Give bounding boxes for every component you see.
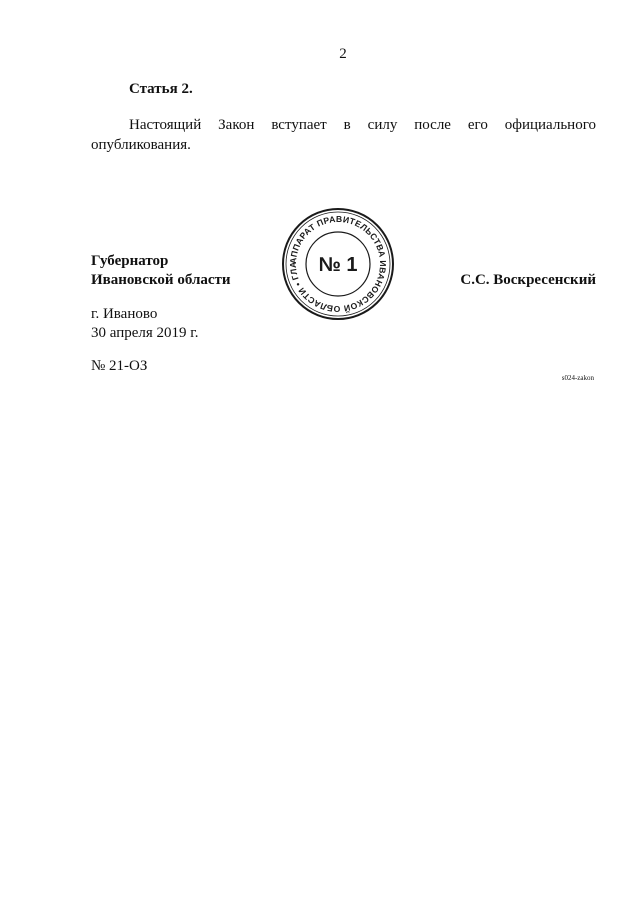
body-word: его (467, 117, 488, 133)
stamp-seal-icon (281, 207, 395, 321)
body-word: силу (367, 117, 398, 133)
page-number: 2 (339, 46, 347, 62)
place: г. Иваново (91, 306, 158, 322)
document-code: s024-zakon (561, 374, 594, 382)
body-word: вступает (271, 117, 327, 133)
article-body-line-1 (91, 115, 596, 135)
body-word: после (414, 117, 451, 133)
body-word: Настоящий (129, 117, 202, 133)
article-body (91, 115, 596, 155)
official-stamp (281, 207, 395, 321)
article-body-line-2: опубликования. (91, 137, 191, 153)
date: 30 апреля 2019 г. (91, 325, 199, 341)
body-word: официального (504, 117, 596, 133)
body-word: в (343, 117, 351, 133)
article-title: Статья 2. (129, 81, 193, 97)
stamp-number: № 1 (318, 254, 358, 276)
body-word: Закон (218, 117, 255, 133)
place-and-date (91, 305, 199, 343)
signatory-position-line-1: Губернатор (91, 253, 169, 269)
signatory-position-line-2: Ивановской области (91, 272, 231, 288)
law-number: № 21-ОЗ (91, 358, 148, 374)
signatory-name: С.С. Воскресенский (460, 272, 596, 288)
signatory-position (91, 252, 231, 290)
stamp-ring-text: АППАРАТ ПРАВИТЕЛЬСТВА ИВАНОВСКОЙ ОБЛАСТИ • ГЛА (287, 213, 389, 315)
